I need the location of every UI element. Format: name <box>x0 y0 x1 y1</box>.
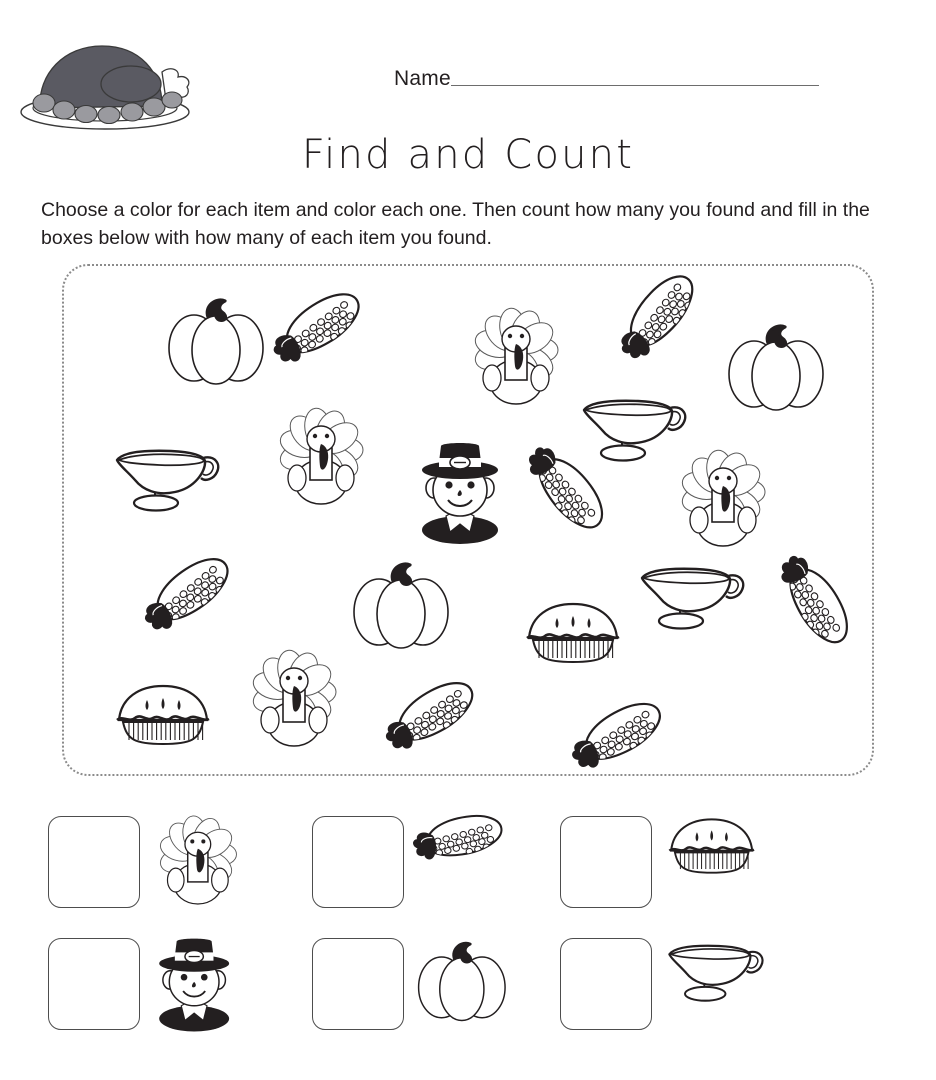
corn-icon[interactable] <box>262 281 379 372</box>
instructions-text: Choose a color for each item and color each one. Then count how many you found and fill in the boxes below with how many of each item you found. <box>41 199 870 250</box>
gravy-boat-icon <box>662 934 770 1034</box>
answer-row-pumpkin <box>312 934 522 1034</box>
turkey-icon <box>150 812 258 912</box>
corn-icon[interactable] <box>563 691 679 776</box>
count-input-corn[interactable] <box>312 816 404 908</box>
count-input-gravy-boat[interactable] <box>560 938 652 1030</box>
name-input-line[interactable] <box>451 85 819 86</box>
corn-icon[interactable] <box>772 546 860 663</box>
find-and-count-panel <box>62 264 874 776</box>
page-header <box>0 0 936 140</box>
turkey-icon[interactable] <box>671 446 775 550</box>
pilgrim-icon[interactable] <box>412 438 508 542</box>
count-input-pie[interactable] <box>560 816 652 908</box>
corn-icon[interactable] <box>603 260 719 368</box>
count-input-turkey[interactable] <box>48 816 140 908</box>
roast-turkey-platter-icon <box>12 36 198 132</box>
answer-row-pie <box>560 812 770 912</box>
turkey-icon[interactable] <box>242 646 346 750</box>
pumpkin-icon[interactable] <box>164 290 268 386</box>
pie-icon[interactable] <box>109 678 217 752</box>
gravy-boat-icon[interactable] <box>634 556 746 630</box>
page-title: Find and Count <box>301 132 635 178</box>
answer-row-corn <box>312 812 522 912</box>
answer-boxes-grid <box>0 806 936 1056</box>
corn-icon[interactable] <box>132 545 250 640</box>
name-label: Name <box>394 67 451 90</box>
count-input-pilgrim[interactable] <box>48 938 140 1030</box>
pumpkin-icon <box>414 934 522 1034</box>
pie-icon <box>662 812 770 912</box>
gravy-boat-icon[interactable] <box>109 438 221 512</box>
pie-icon[interactable] <box>519 596 627 670</box>
answer-row-gravy-boat <box>560 934 770 1034</box>
name-field-row <box>394 68 819 89</box>
pumpkin-icon[interactable] <box>349 554 453 650</box>
pumpkin-icon[interactable] <box>724 316 828 412</box>
answer-row-turkey <box>48 812 258 912</box>
turkey-icon[interactable] <box>269 404 373 508</box>
pilgrim-icon <box>150 934 258 1034</box>
corn-icon <box>414 812 522 912</box>
corn-icon[interactable] <box>376 670 493 758</box>
turkey-icon[interactable] <box>464 304 568 408</box>
count-input-pumpkin[interactable] <box>312 938 404 1030</box>
answer-row-pilgrim <box>48 934 258 1034</box>
